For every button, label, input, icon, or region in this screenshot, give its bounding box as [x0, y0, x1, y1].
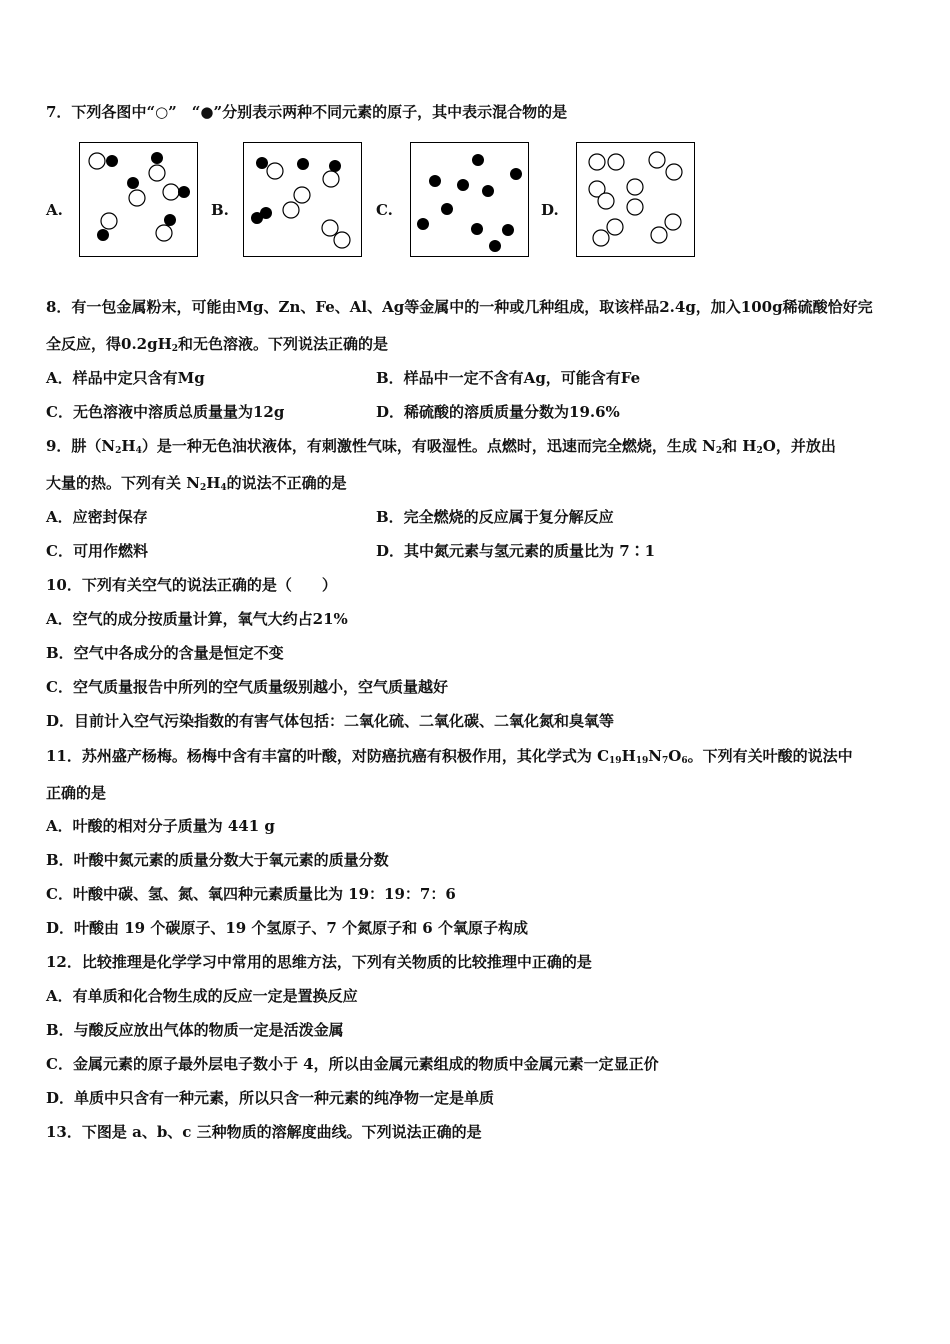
q9-stem-line2: 大量的热。下列有关 $N_2H_4$的说法不正确的是	[46, 474, 347, 493]
white-atom	[156, 225, 172, 241]
q7-diagram-c	[410, 142, 529, 257]
black-atom	[457, 179, 469, 191]
q8-option-b: B．样品中一定不含有Ag，可能含有Fe	[376, 369, 641, 387]
black-atom	[164, 214, 176, 226]
white-atom	[267, 163, 283, 179]
white-atom	[101, 213, 117, 229]
white-atom	[163, 184, 179, 200]
black-atom	[106, 155, 118, 167]
white-atom	[149, 165, 165, 181]
black-atom	[178, 186, 190, 198]
white-atom	[334, 232, 350, 248]
q7-stem: 7．下列各图中“○” “●”分别表示两种不同元素的原子，其中表示混合物的是	[46, 103, 568, 121]
white-atom	[322, 220, 338, 236]
q7-option-a-label: A.	[46, 201, 63, 219]
q10-option-b: B．空气中各成分的含量是恒定不变	[46, 644, 284, 662]
q8-option-d: D．稀硫酸的溶质质量分数为19.6%	[376, 403, 620, 421]
q7-option-c-label: C.	[376, 201, 393, 219]
q7-diagram-b	[243, 142, 362, 257]
black-atom	[297, 158, 309, 170]
white-atom	[598, 193, 614, 209]
white-atom	[294, 187, 310, 203]
q12-option-b: B．与酸反应放出气体的物质一定是活泼金属	[46, 1021, 344, 1039]
q10-stem: 10．下列有关空气的说法正确的是（ ）	[46, 576, 337, 594]
black-atom	[429, 175, 441, 187]
black-atom	[151, 152, 163, 164]
black-atom	[251, 212, 263, 224]
q12-option-a: A．有单质和化合物生成的反应一定是置换反应	[46, 987, 358, 1005]
black-atom	[472, 154, 484, 166]
black-atom	[510, 168, 522, 180]
white-atom	[323, 171, 339, 187]
q12-option-c: C．金属元素的原子最外层电子数小于 4，所以由金属元素组成的物质中金属元素一定显正价	[46, 1055, 659, 1073]
q11-option-a: A．叶酸的相对分子质量为 441 g	[46, 817, 275, 835]
white-atom	[283, 202, 299, 218]
q12-stem: 12．比较推理是化学学习中常用的思维方法，下列有关物质的比较推理中正确的是	[46, 953, 592, 971]
q8-stem-line2: 全反应，得$0.2gH_2$和无色溶液。下列说法正确的是	[46, 335, 389, 354]
q10-option-c: C．空气质量报告中所列的空气质量级别越小，空气质量越好	[46, 678, 448, 696]
q10-option-d: D．目前计入空气污染指数的有害气体包括：二氧化硫、二氧化碳、二氧化氮和臭氧等	[46, 712, 615, 730]
q10-option-a: A．空气的成分按质量计算，氧气大约占21%	[46, 610, 348, 628]
q9-option-d: D．其中氮元素与氢元素的质量比为 7∶1	[376, 542, 656, 560]
black-atom	[502, 224, 514, 236]
white-atom	[607, 219, 623, 235]
q12-option-d: D．单质中只含有一种元素，所以只含一种元素的纯净物一定是单质	[46, 1089, 495, 1107]
q8-option-a: A．样品中定只含有Mg	[46, 369, 205, 387]
black-atom	[471, 223, 483, 235]
q11-stem-line1: 11．苏州盛产杨梅。杨梅中含有丰富的叶酸，对防癌抗癌有积极作用，其化学式为 $C_{19}H_{19}N_7O_6$。下列有关叶酸的说法中	[46, 747, 853, 766]
q7-option-b-label: B.	[211, 201, 229, 219]
black-atom	[441, 203, 453, 215]
q11-option-c: C．叶酸中碳、氢、氮、氧四种元素质量比为 19：19：7：6	[46, 885, 456, 903]
white-atom	[89, 153, 105, 169]
black-atom	[127, 177, 139, 189]
black-atom	[97, 229, 109, 241]
q7-option-d-label: D.	[541, 201, 559, 219]
q9-stem-line1: 9．肼$(N_2H_4)$是一种无色油状液体，有刺激性气味，有吸湿性。点燃时，迅速而完全燃烧，生成 $N_2$和 $H_2O$，并放出	[46, 437, 836, 456]
white-atom	[627, 199, 643, 215]
q9-option-a: A．应密封保存	[46, 508, 148, 526]
white-atom	[589, 154, 605, 170]
q13-stem: 13．下图是 a、b、c 三种物质的溶解度曲线。下列说法正确的是	[46, 1123, 482, 1141]
q9-option-c: C．可用作燃料	[46, 542, 148, 560]
black-atom	[256, 157, 268, 169]
white-atom	[608, 154, 624, 170]
white-atom	[129, 190, 145, 206]
q9-option-b: B．完全燃烧的反应属于复分解反应	[376, 508, 614, 526]
black-atom	[417, 218, 429, 230]
black-atom	[329, 160, 341, 172]
black-atom	[482, 185, 494, 197]
q8-stem-line1: 8．有一包金属粉末，可能由Mg、Zn、Fe、Al、Ag等金属中的一种或几种组成，取该样品2.4g，加入100g稀硫酸恰好完	[46, 298, 873, 316]
q7-diagram-d	[576, 142, 695, 257]
q11-option-d: D．叶酸由 19 个碳原子、19 个氢原子、7 个氮原子和 6 个氧原子构成	[46, 919, 528, 937]
white-atom	[651, 227, 667, 243]
white-atom	[666, 164, 682, 180]
white-atom	[593, 230, 609, 246]
black-atom	[489, 240, 501, 252]
q11-option-b: B．叶酸中氮元素的质量分数大于氧元素的质量分数	[46, 851, 389, 869]
white-atom	[649, 152, 665, 168]
white-atom	[665, 214, 681, 230]
q8-option-c: C．无色溶液中溶质总质量量为12g	[46, 403, 285, 421]
q7-diagram-a	[79, 142, 198, 257]
q11-stem-line2: 正确的是	[46, 784, 107, 802]
white-atom	[627, 179, 643, 195]
